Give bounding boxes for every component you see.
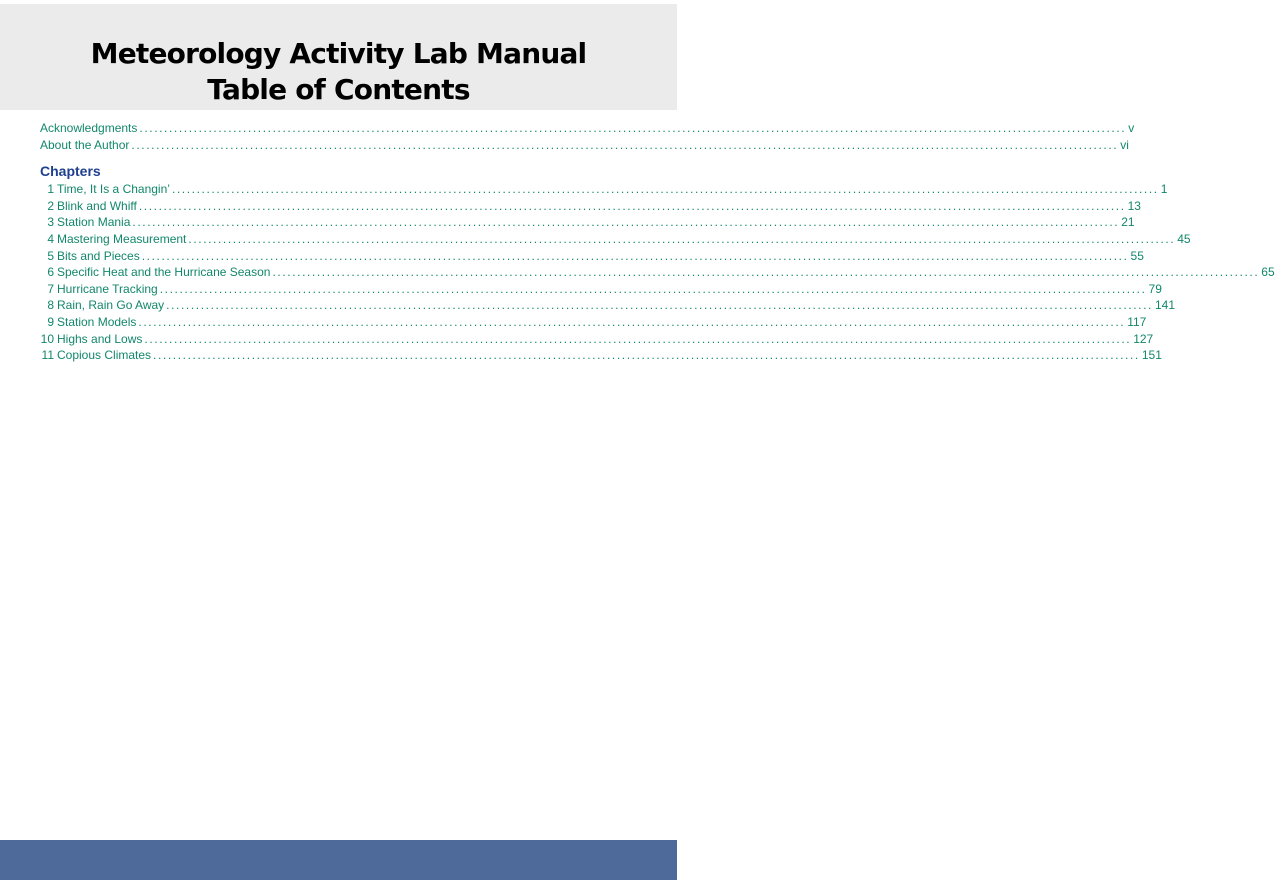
chapter-number: 1: [47, 182, 54, 197]
toc-chapter-10[interactable]: [40, 331, 1154, 348]
chapter-title: Specific Heat and the Hurricane Season: [57, 265, 271, 280]
chapter-number: 2: [47, 198, 54, 213]
dot-leader: ........................................................................................................................................................................................................: [166, 298, 1153, 313]
chapter-number: 3: [47, 215, 54, 230]
chapter-page: 45: [1177, 231, 1191, 246]
toc-entry-page: v: [1128, 121, 1135, 135]
toc-entry-page: vi: [1120, 137, 1129, 152]
toc-chapter-11[interactable]: [40, 347, 1162, 364]
toc-chapter-label: [40, 231, 186, 248]
chapter-number: 6: [47, 265, 54, 280]
dot-leader: ........................................................................................................................................................................................................: [138, 314, 1126, 329]
dot-leader: ........................................................................................................................................................................................................: [153, 348, 1140, 363]
toc-chapter-label: [40, 198, 137, 215]
dot-leader: ........................................................................................................................................................................................................: [144, 331, 1132, 346]
chapter-page: 117: [1127, 314, 1147, 329]
chapter-number: 5: [47, 248, 54, 263]
chapter-page: 141: [1154, 298, 1175, 313]
toc-entry-label: About the Author: [40, 137, 130, 152]
toc-chapter-label: [40, 248, 140, 265]
dot-leader: ........................................................................................................................................................................................................: [131, 137, 1119, 152]
chapter-title: Highs and Lows: [57, 331, 143, 346]
title-line-2: Table of Contents: [207, 73, 470, 106]
toc-chapter-label: [40, 181, 170, 198]
toc-chapter-1[interactable]: [40, 181, 1168, 198]
toc-chapter-label: [40, 314, 136, 331]
dot-leader: ........................................................................................................................................................................................................: [171, 182, 1159, 197]
chapter-number: 11: [41, 348, 54, 363]
chapter-page: 127: [1133, 331, 1154, 346]
toc-chapter-6[interactable]: [40, 264, 1275, 281]
toc-chapter-4[interactable]: [40, 231, 1191, 248]
toc-chapter-8[interactable]: [40, 297, 1175, 314]
toc-chapter-3[interactable]: [40, 214, 1135, 231]
table-of-contents: [40, 120, 1275, 364]
document-title: [0, 36, 677, 108]
dot-leader: ........................................................................................................................................................................................................: [138, 198, 1126, 213]
chapter-page: 21: [1121, 215, 1135, 230]
toc-chapter-label: [40, 281, 158, 298]
chapter-title: Bits and Pieces: [57, 248, 140, 263]
chapter-page: 1: [1160, 182, 1168, 197]
chapter-number: 4: [47, 231, 54, 246]
chapter-title: Station Mania: [57, 215, 131, 230]
toc-chapter-label: [40, 297, 164, 314]
chapters-heading: Chapters: [40, 163, 101, 180]
toc-chapter-9[interactable]: [40, 314, 1147, 331]
toc-entry-label: Acknowledgments: [40, 121, 138, 135]
toc-entry-acknowledgments[interactable]: [40, 120, 1135, 137]
chapter-number: 7: [47, 281, 54, 296]
dot-leader: ........................................................................................................................................................................................................: [159, 281, 1147, 296]
dot-leader: ........................................................................................................................................................................................................: [188, 231, 1176, 246]
toc-chapter-7[interactable]: [40, 281, 1162, 298]
toc-chapter-5[interactable]: [40, 248, 1144, 265]
toc-chapter-label: [40, 264, 270, 281]
chapter-title: Hurricane Tracking: [57, 281, 158, 296]
toc-entry-about-the-author[interactable]: [40, 137, 1129, 154]
dot-leader: ........................................................................................................................................................................................................: [272, 265, 1260, 280]
dot-leader: ........................................................................................................................................................................................................: [141, 248, 1129, 263]
chapter-page: 151: [1141, 348, 1162, 363]
title-line-1: Meteorology Activity Lab Manual: [90, 37, 587, 70]
dot-leader: ........................................................................................................................................................................................................: [139, 121, 1127, 135]
toc-chapter-label: [40, 331, 142, 348]
chapter-page: 13: [1127, 198, 1141, 213]
chapter-title: Rain, Rain Go Away: [57, 298, 165, 313]
toc-chapter-2[interactable]: [40, 198, 1141, 215]
chapter-page: 79: [1148, 281, 1162, 296]
footer-band: [0, 840, 677, 880]
chapter-title: Copious Climates: [57, 348, 152, 363]
chapter-title: Mastering Measurement: [57, 231, 187, 246]
dot-leader: ........................................................................................................................................................................................................: [132, 215, 1120, 230]
chapter-page: 65: [1261, 265, 1275, 280]
chapter-page: 55: [1130, 248, 1144, 263]
chapter-title: Time, It Is a Changin’: [57, 182, 170, 197]
chapter-title: Blink and Whiff: [57, 198, 137, 213]
chapter-number: 10: [40, 331, 54, 346]
chapter-title: Station Models: [57, 314, 137, 329]
chapter-number: 9: [47, 314, 54, 329]
chapter-number: 8: [47, 298, 54, 313]
toc-chapter-label: [40, 214, 130, 231]
toc-chapter-label: [40, 347, 151, 364]
